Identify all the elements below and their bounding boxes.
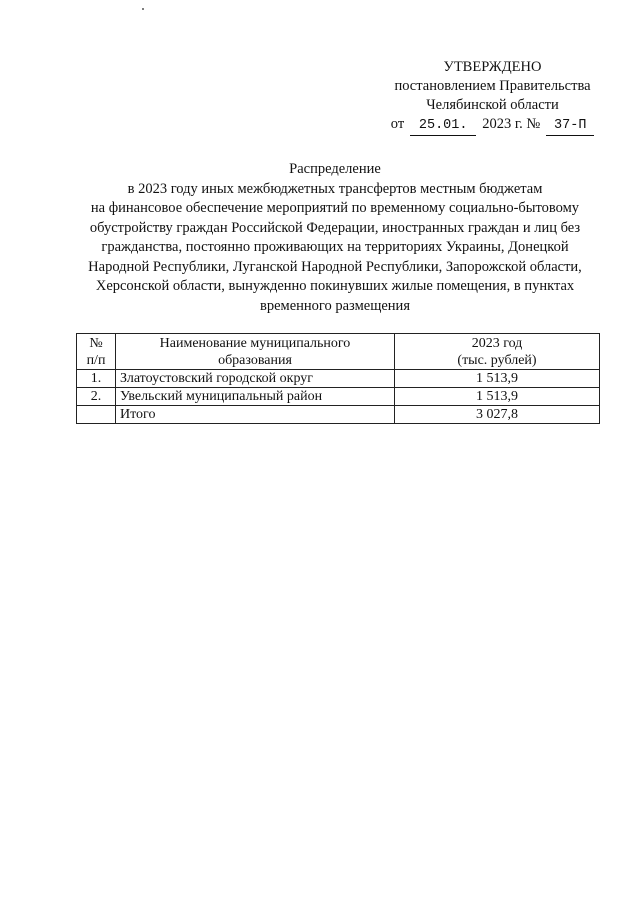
- title-line: Народной Республики, Луганской Народной Республики, Запорожской области,: [88, 258, 582, 275]
- total-number: [77, 406, 116, 424]
- approval-date-line: [380, 115, 605, 136]
- title-line: Распределение: [289, 161, 381, 177]
- table-row: [77, 388, 600, 406]
- row-municipality: Увельский муниципальный район: [116, 388, 395, 406]
- row-number: 1.: [77, 370, 116, 388]
- title-line: в 2023 году иных межбюджетных трансфертов местным бюджетам: [127, 180, 543, 197]
- header-municipality: [116, 334, 395, 370]
- total-amount: 3 027,8: [395, 406, 600, 424]
- approval-block: [380, 58, 605, 136]
- table-header-row: [77, 334, 600, 370]
- approval-heading: УТВЕРЖДЕНО: [443, 59, 542, 75]
- header-amount: [395, 334, 600, 370]
- distribution-table: [76, 333, 600, 424]
- approval-by-line2: Челябинской области: [426, 97, 559, 113]
- row-number: 2.: [77, 388, 116, 406]
- header-number-line2: п/п: [86, 352, 106, 368]
- header-amount-line1: 2023 год: [471, 335, 523, 351]
- table-row: [77, 370, 600, 388]
- row-amount: 1 513,9: [395, 370, 600, 388]
- scan-speck: [142, 8, 144, 10]
- row-amount: 1 513,9: [395, 388, 600, 406]
- document-title: [70, 160, 600, 316]
- title-line: обустройству граждан Российской Федерации, иностранных граждан и лиц без: [89, 219, 581, 236]
- table-total-row: [77, 406, 600, 424]
- header-number-line1: №: [89, 335, 103, 351]
- title-line: на финансовое обеспечение мероприятий по временному социально-бытовому: [90, 200, 580, 216]
- approval-by-line1: постановлением Правительства: [394, 78, 591, 94]
- title-line: временного размещения: [260, 297, 410, 314]
- header-municipality-line2: образования: [218, 352, 292, 368]
- approval-date: 25.01.: [410, 116, 476, 136]
- total-label: Итого: [116, 406, 395, 424]
- title-line: Херсонской области, вынужденно покинувших жилые помещения, в пунктах: [95, 278, 575, 294]
- year-number-label: 2023 г. №: [482, 116, 541, 132]
- title-line: гражданства, постоянно проживающих на территориях Украины, Донецкой: [101, 239, 569, 255]
- header-municipality-line1: Наименование муниципального: [159, 335, 351, 351]
- approval-number: 37-П: [546, 116, 594, 136]
- header-amount-line2: (тыс. рублей): [457, 352, 537, 368]
- row-municipality: Златоустовский городской округ: [116, 370, 395, 388]
- from-label: от: [390, 116, 405, 132]
- header-number: [77, 334, 116, 370]
